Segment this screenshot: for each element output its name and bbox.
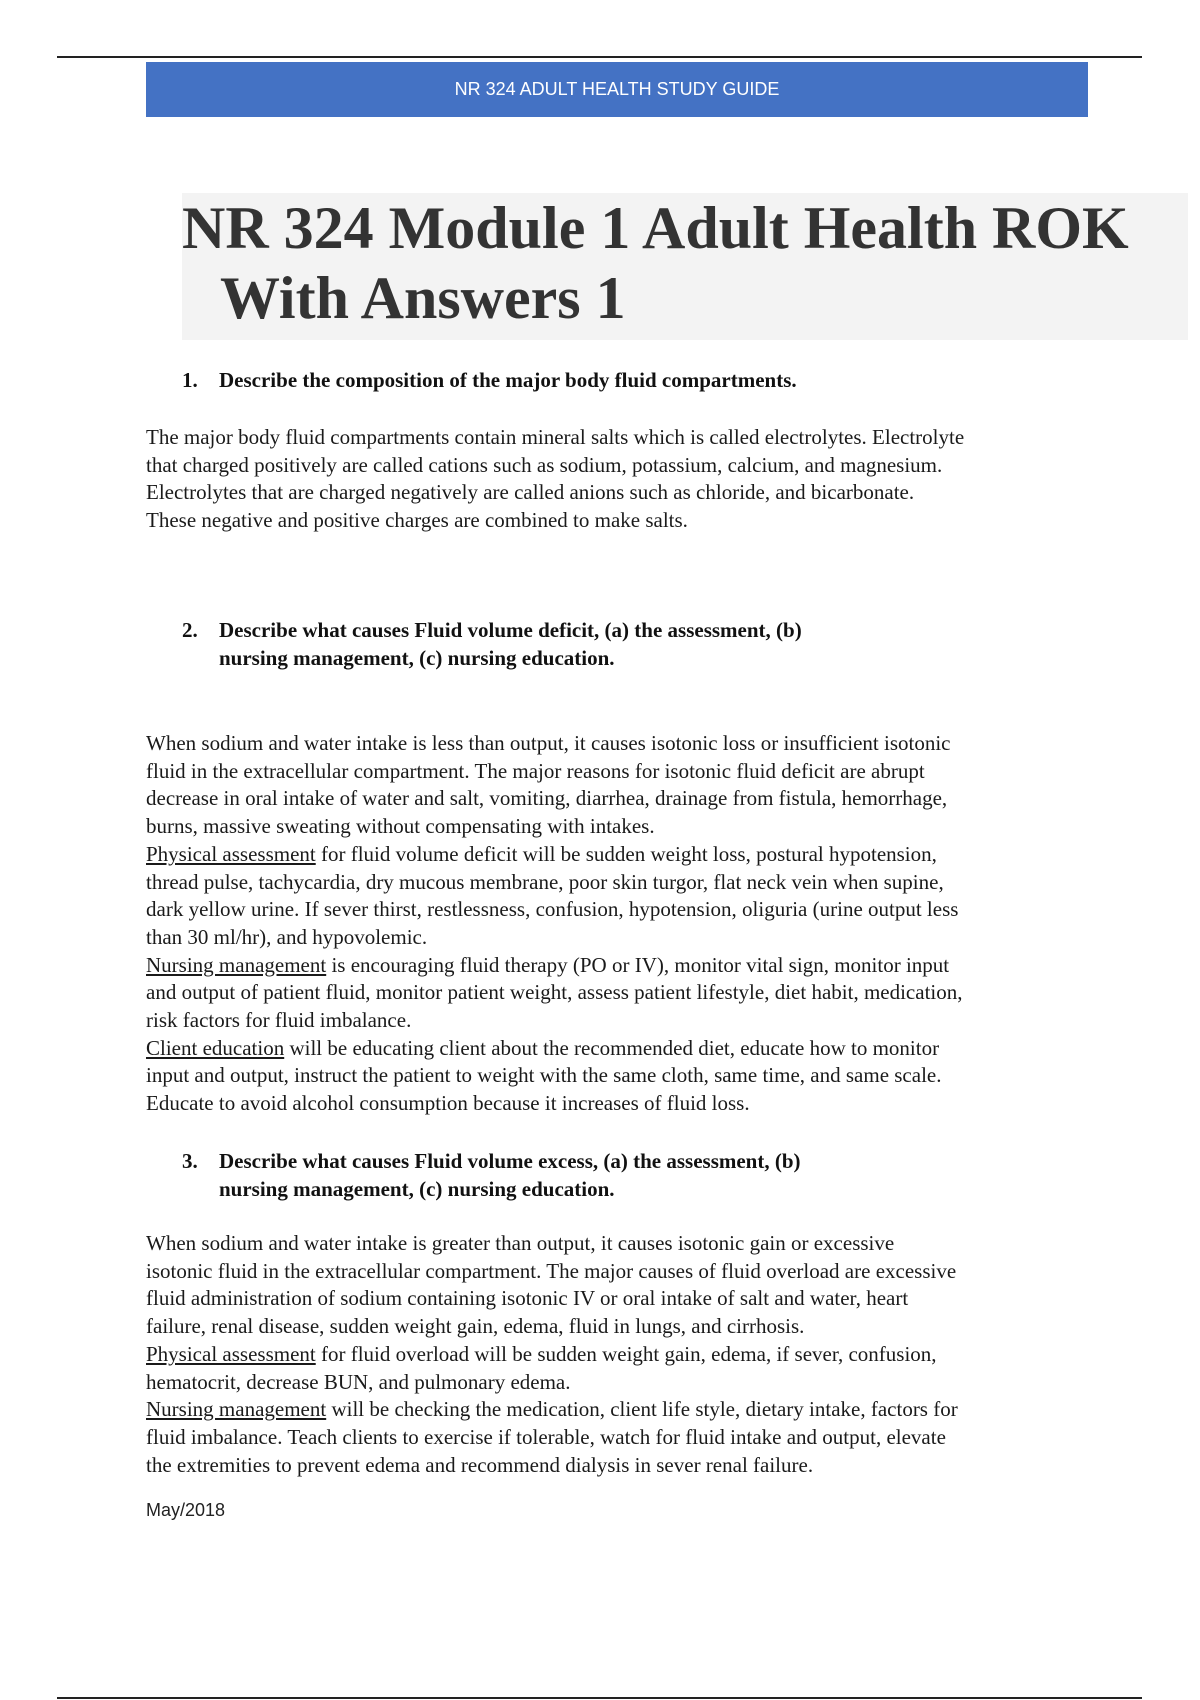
answer-line: input and output, instruct the patient to weight with the same cloth, same time, and same scale. (146, 1063, 942, 1088)
answer-line: fluid administration of sodium containing isotonic IV or oral intake of salt and water, heart (146, 1286, 909, 1311)
question-1 (182, 366, 942, 394)
question-number: 1. (182, 368, 198, 392)
question-text: Describe the composition of the major body fluid compartments. (219, 368, 797, 392)
answer-2 (146, 730, 1092, 1118)
education-line (146, 1035, 1092, 1063)
header-banner (146, 62, 1088, 117)
question-text-line-2: nursing management, (c) nursing education. (219, 646, 615, 670)
question-3 (182, 1147, 942, 1203)
answer-line: Educate to avoid alcohol consumption because it increases of fluid loss. (146, 1091, 750, 1116)
assessment-line (146, 1341, 1092, 1369)
answer-line: dark yellow urine. If sever thirst, restlessness, confusion, hypotension, oliguria (urine output less (146, 897, 959, 922)
document-title (182, 193, 1188, 333)
answer-line: the extremities to prevent edema and recommend dialysis in sever renal failure. (146, 1452, 814, 1477)
question-2 (182, 616, 942, 672)
nursing-management-label: Nursing management (146, 1397, 327, 1422)
title-line-2: With Answers 1 (220, 265, 626, 331)
answer-line: When sodium and water intake is less than output, it causes isotonic loss or insufficient isotonic (146, 731, 951, 755)
answer-line: hematocrit, decrease BUN, and pulmonary edema. (146, 1369, 571, 1394)
question-number: 3. (182, 1149, 198, 1173)
answer-line: thread pulse, tachycardia, dry mucous membrane, poor skin turgor, flat neck vein when supine, (146, 869, 944, 894)
answer-3 (146, 1230, 1092, 1479)
question-number: 2. (182, 618, 198, 642)
answer-line: burns, massive sweating without compensating with intakes. (146, 814, 655, 839)
physical-assessment-label: Physical assessment (146, 1341, 316, 1366)
answer-line: than 30 ml/hr), and hypovolemic. (146, 924, 428, 949)
answer-line: and output of patient fluid, monitor patient weight, assess patient lifestyle, diet habit, medication, (146, 980, 963, 1005)
question-text-line-1: Describe what causes Fluid volume deficit, (a) the assessment, (b) (219, 618, 802, 642)
title-line-1: NR 324 Module 1 Adult Health ROK (182, 195, 1129, 261)
answer-line: These negative and positive charges are combined to make salts. (146, 508, 688, 533)
answer-line: Electrolytes that are charged negatively are called anions such as chloride, and bicarbonate. (146, 480, 915, 505)
client-education-label: Client education (146, 1035, 285, 1060)
answer-line: that charged positively are called cations such as sodium, potassium, calcium, and magnesium. (146, 452, 943, 477)
top-rule (57, 56, 1142, 58)
management-text: is encouraging fluid therapy (PO or IV), monitor vital sign, monitor input (326, 952, 950, 977)
answer-line: fluid in the extracellular compartment. The major reasons for isotonic fluid deficit are abrupt (146, 758, 925, 783)
assessment-line (146, 841, 1092, 869)
answer-line: The major body fluid compartments contain mineral salts which is called electrolytes. Electrolyte (146, 425, 965, 449)
management-line (146, 1396, 1092, 1424)
nursing-management-label: Nursing management (146, 952, 327, 977)
banner-text: NR 324 ADULT HEALTH STUDY GUIDE (454, 79, 780, 99)
answer-line: decrease in oral intake of water and salt, vomiting, diarrhea, drainage from fistula, hemorrhage, (146, 786, 948, 811)
management-line (146, 952, 1092, 980)
management-text: will be checking the medication, client life style, dietary intake, factors for (326, 1397, 958, 1422)
question-text-line-2: nursing management, (c) nursing education. (219, 1177, 615, 1201)
assessment-text: for fluid overload will be sudden weight gain, edema, if sever, confusion, (315, 1341, 937, 1366)
question-text-line-1: Describe what causes Fluid volume excess, (a) the assessment, (b) (219, 1149, 801, 1173)
education-text: will be educating client about the recommended diet, educate how to monitor (284, 1035, 940, 1060)
bottom-rule (57, 1697, 1142, 1699)
answer-line: When sodium and water intake is greater than output, it causes isotonic gain or excessive (146, 1231, 895, 1255)
assessment-text: for fluid volume deficit will be sudden weight loss, postural hypotension, (315, 841, 937, 866)
answer-line: isotonic fluid in the extracellular compartment. The major causes of fluid overload are excessive (146, 1258, 957, 1283)
footer-date: May/2018 (146, 1500, 226, 1520)
answer-line: fluid imbalance. Teach clients to exercise if tolerable, watch for fluid intake and output, elevate (146, 1424, 946, 1449)
answer-line: failure, renal disease, sudden weight gain, edema, fluid in lungs, and cirrhosis. (146, 1314, 805, 1339)
answer-1 (146, 424, 1092, 535)
physical-assessment-label: Physical assessment (146, 841, 316, 866)
answer-line: risk factors for fluid imbalance. (146, 1008, 412, 1033)
